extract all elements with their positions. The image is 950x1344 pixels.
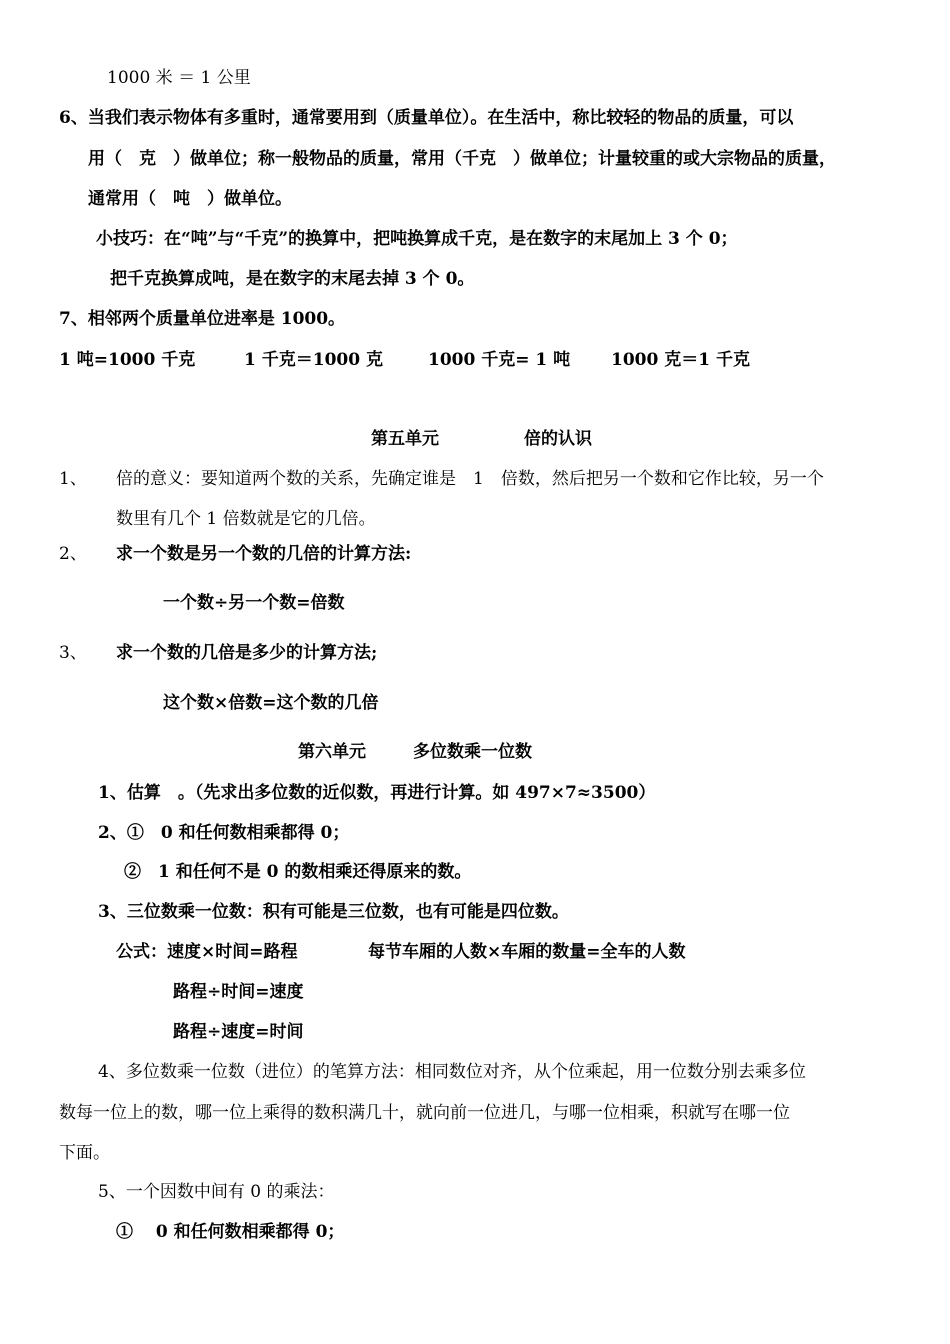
para-6-line3: 通常用（ 吨 ）做单位。	[88, 189, 292, 209]
unit6-item-5: 5、一个因数中间有 0 的乘法：	[98, 1182, 335, 1202]
unit6-item-5-sub1: ① 0 和任何数相乘都得 0；	[116, 1222, 345, 1242]
formula-speed-2: 路程÷时间=速度	[173, 982, 304, 1002]
tip-line1: 小技巧：在“吨”与“千克”的换算中，把吨换算成千克，是在数字的末尾加上 3 个 0；	[96, 229, 738, 249]
line-km: 1000 米 ＝ 1 公里	[107, 68, 251, 88]
para-7: 7、相邻两个质量单位进率是 1000。	[59, 309, 346, 329]
unit6-item-4-line2: 数每一位上的数，哪一位上乘得的数积满几十，就向前一位进几，与哪一位相乘，积就写在哪一位	[59, 1103, 790, 1123]
unit6-item-1: 1、估算 。（先求出多位数的近似数，再进行计算。如 497×7≈3500）	[98, 783, 656, 803]
conversion-1: 1 吨=1000 千克	[59, 350, 196, 370]
unit6-heading-label: 第六单元	[298, 742, 366, 762]
item-3-text: 求一个数的几倍是多少的计算方法;	[116, 643, 378, 663]
item-number-1: 1、	[59, 469, 87, 489]
item-2-text: 求一个数是另一个数的几倍的计算方法:	[116, 544, 412, 564]
unit6-item-4-line3: 下面。	[59, 1143, 110, 1163]
item-number-2: 2、	[59, 544, 87, 564]
formula-speed: 公式：速度×时间=路程	[116, 942, 298, 962]
unit6-item-3: 3、三位数乘一位数：积有可能是三位数，也有可能是四位数。	[98, 902, 569, 922]
para-6-line1: 6、当我们表示物体有多重时，通常要用到（质量单位）。在生活中，称比较轻的物品的质量，可以	[59, 108, 794, 128]
conversion-3: 1000 千克= 1 吨	[428, 350, 571, 370]
item-2-formula: 一个数÷另一个数=倍数	[163, 593, 345, 613]
formula-time: 路程÷速度=时间	[173, 1022, 304, 1042]
unit6-item-2: 2、① 0 和任何数相乘都得 0；	[98, 823, 350, 843]
unit5-heading-title: 倍的认识	[524, 429, 592, 449]
tip-line2: 把千克换算成吨，是在数字的末尾去掉 3 个 0。	[110, 269, 475, 289]
item-3-formula: 这个数×倍数=这个数的几倍	[163, 693, 379, 713]
conversion-4: 1000 克＝1 千克	[611, 350, 750, 370]
item-1-line2: 数里有几个 1 倍数就是它的几倍。	[116, 509, 376, 529]
para-6-line2: 用（ 克 ）做单位；称一般物品的质量，常用（千克 ）做单位；计量较重的或大宗物品的质量，	[88, 149, 836, 169]
unit6-item-2b: ② 1 和任何不是 0 的数相乘还得原来的数。	[124, 862, 472, 882]
conversion-2: 1 千克＝1000 克	[244, 350, 383, 370]
item-number-3: 3、	[59, 643, 87, 663]
unit6-heading-title: 多位数乘一位数	[413, 742, 532, 762]
unit6-item-4-line1: 4、多位数乘一位数（进位）的笔算方法：相同数位对齐，从个位乘起，用一位数分别去乘多位	[98, 1062, 806, 1082]
item-1-line1: 倍的意义：要知道两个数的关系，先确定谁是 1 倍数，然后把另一个数和它作比较，另一个	[116, 469, 824, 489]
formula-passengers: 每节车厢的人数×车厢的数量=全车的人数	[368, 942, 686, 962]
unit5-heading-label: 第五单元	[371, 429, 439, 449]
